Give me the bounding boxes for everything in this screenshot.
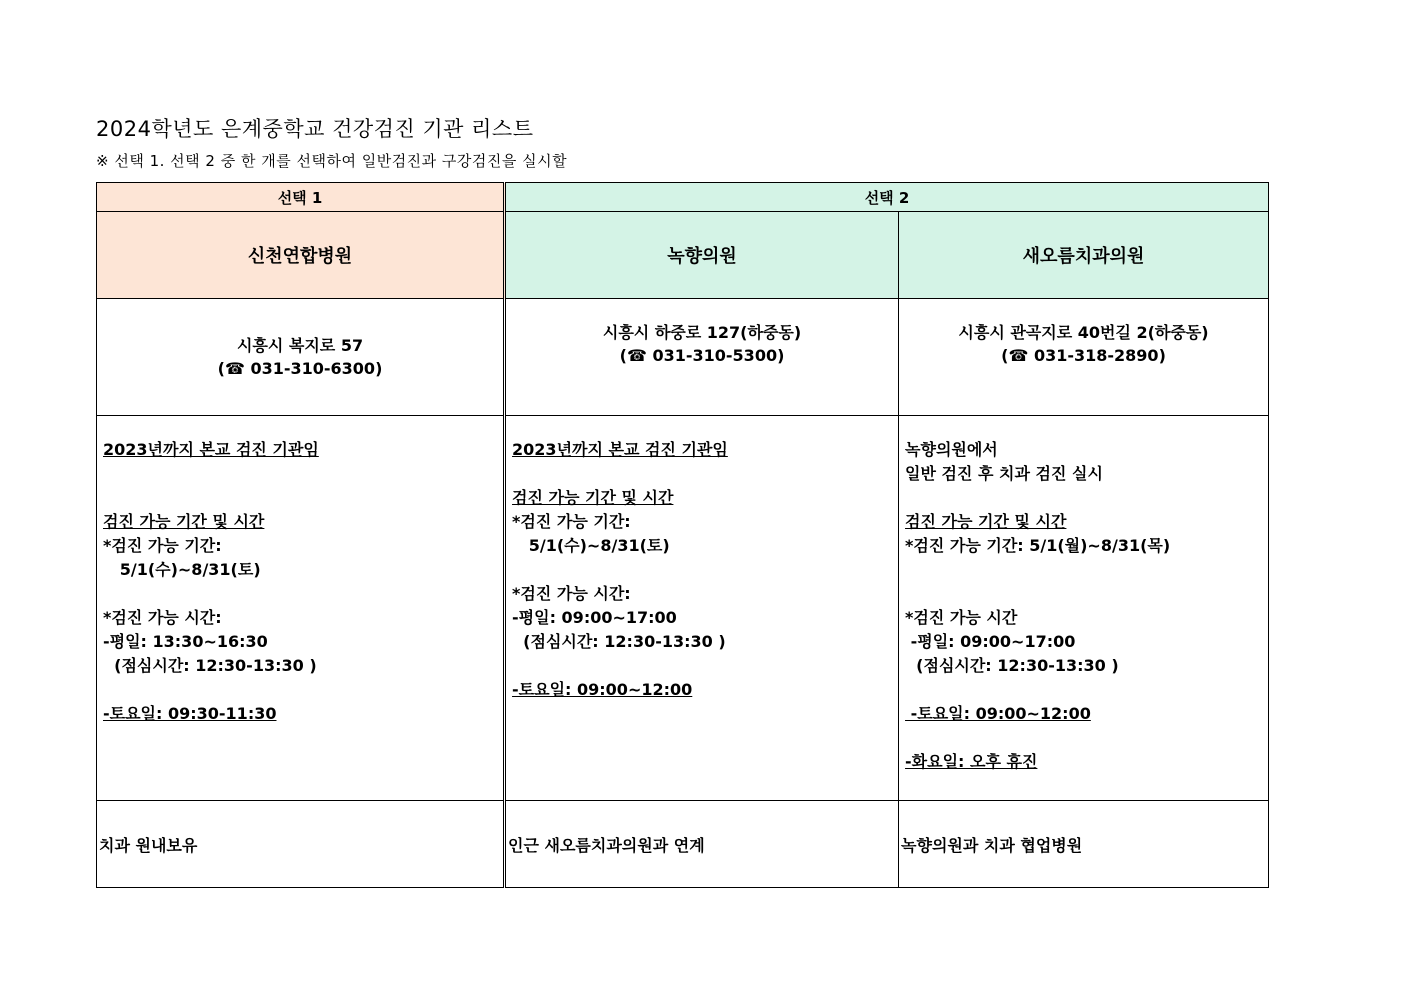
detail-text: *검진 가능 기간: <box>103 536 222 555</box>
phone: (☎ 031-310-5300) <box>619 346 785 365</box>
detail-text: 5/1(수)~8/31(토) <box>103 560 261 579</box>
detail-line <box>103 702 503 726</box>
detail-line <box>512 486 898 510</box>
detail-text: -평일: 09:00~17:00 <box>512 608 677 627</box>
detail-text: -토요일: 09:30-11:30 <box>103 704 277 723</box>
institution-contact <box>97 299 505 416</box>
detail-line <box>905 486 1268 510</box>
detail-line <box>512 558 898 582</box>
detail-line <box>512 438 898 462</box>
detail-line <box>905 510 1268 534</box>
phone: (☎ 031-310-6300) <box>217 359 383 378</box>
detail-line <box>905 726 1268 750</box>
details-list <box>899 416 1268 774</box>
institution-details <box>97 416 505 801</box>
detail-line <box>103 558 503 582</box>
detail-line <box>905 462 1268 486</box>
detail-text: (점심시간: 12:30-13:30 ) <box>905 656 1119 675</box>
page-title: 2024학년도 은계중학교 건강검진 기관 리스트 <box>96 117 534 141</box>
detail-text: (점심시간: 12:30-13:30 ) <box>103 656 317 675</box>
institution-table <box>96 182 1269 888</box>
detail-text: 검진 가능 기간 및 시간 <box>512 488 674 507</box>
detail-line <box>512 678 898 702</box>
detail-line <box>905 654 1268 678</box>
details-list <box>506 416 898 702</box>
detail-line <box>103 582 503 606</box>
detail-text: -토요일: 09:00~12:00 <box>905 704 1091 723</box>
instruction-note: ※ 선택 1. 선택 2 중 한 개를 선택하여 일반검진과 구강검진을 실시할 <box>96 152 568 170</box>
detail-line <box>905 630 1268 654</box>
detail-text: *검진 가능 시간: <box>103 608 222 627</box>
phone: (☎ 031-318-2890) <box>1001 346 1166 365</box>
detail-line <box>103 606 503 630</box>
detail-line <box>103 534 503 558</box>
detail-line <box>512 510 898 534</box>
detail-line <box>103 678 503 702</box>
detail-line <box>512 606 898 630</box>
address: 시흥시 하중로 127(하중동) <box>602 323 802 342</box>
detail-text: -화요일: 오후 휴진 <box>905 752 1038 771</box>
detail-text: -평일: 09:00~17:00 <box>905 632 1076 651</box>
detail-text: *검진 가능 기간: <box>512 512 631 531</box>
detail-line <box>103 630 503 654</box>
institution-contact <box>899 299 1269 416</box>
detail-line <box>512 654 898 678</box>
detail-text: *검진 가능 기간: 5/1(월)~8/31(목) <box>905 536 1171 555</box>
institution-name: 새오름치과의원 <box>899 212 1269 299</box>
detail-line <box>512 630 898 654</box>
institution-details <box>899 416 1269 801</box>
option-1-header: 선택 1 <box>97 183 505 212</box>
institution-name: 신천연합병원 <box>97 212 505 299</box>
detail-text: 녹향의원에서 <box>905 440 998 459</box>
detail-text: (점심시간: 12:30-13:30 ) <box>512 632 726 651</box>
institution-remark: 치과 원내보유 <box>97 801 505 888</box>
option-2-header: 선택 2 <box>505 183 1269 212</box>
detail-line <box>103 654 503 678</box>
detail-line <box>905 534 1268 558</box>
detail-line <box>103 486 503 510</box>
detail-text: 검진 가능 기간 및 시간 <box>103 512 265 531</box>
detail-line <box>512 462 898 486</box>
detail-text: 2023년까지 본교 검진 기관임 <box>103 440 319 459</box>
detail-line <box>905 438 1268 462</box>
detail-line <box>905 582 1268 606</box>
detail-text: *검진 가능 시간 <box>905 608 1018 627</box>
institution-remark: 녹향의원과 치과 협업병원 <box>899 801 1269 888</box>
detail-line <box>905 702 1268 726</box>
address: 시흥시 복지로 57 <box>236 336 364 355</box>
detail-line <box>905 750 1268 774</box>
details-list <box>97 416 503 726</box>
detail-line <box>905 678 1268 702</box>
detail-line <box>905 558 1268 582</box>
institution-contact <box>505 299 899 416</box>
detail-line <box>103 438 503 462</box>
detail-text: -평일: 13:30~16:30 <box>103 632 268 651</box>
detail-text: 검진 가능 기간 및 시간 <box>905 512 1067 531</box>
detail-line <box>512 534 898 558</box>
address: 시흥시 관곡지로 40번길 2(하중동) <box>958 323 1209 342</box>
detail-line <box>103 510 503 534</box>
institution-name: 녹향의원 <box>505 212 899 299</box>
detail-text: 5/1(수)~8/31(토) <box>512 536 670 555</box>
institution-remark: 인근 새오름치과의원과 연계 <box>505 801 899 888</box>
detail-text: *검진 가능 시간: <box>512 584 631 603</box>
detail-text: 일반 검진 후 치과 검진 실시 <box>905 464 1103 483</box>
detail-text: 2023년까지 본교 검진 기관임 <box>512 440 728 459</box>
detail-text: -토요일: 09:00~12:00 <box>512 680 693 699</box>
institution-details <box>505 416 899 801</box>
detail-line <box>905 606 1268 630</box>
detail-line <box>512 582 898 606</box>
detail-line <box>103 462 503 486</box>
